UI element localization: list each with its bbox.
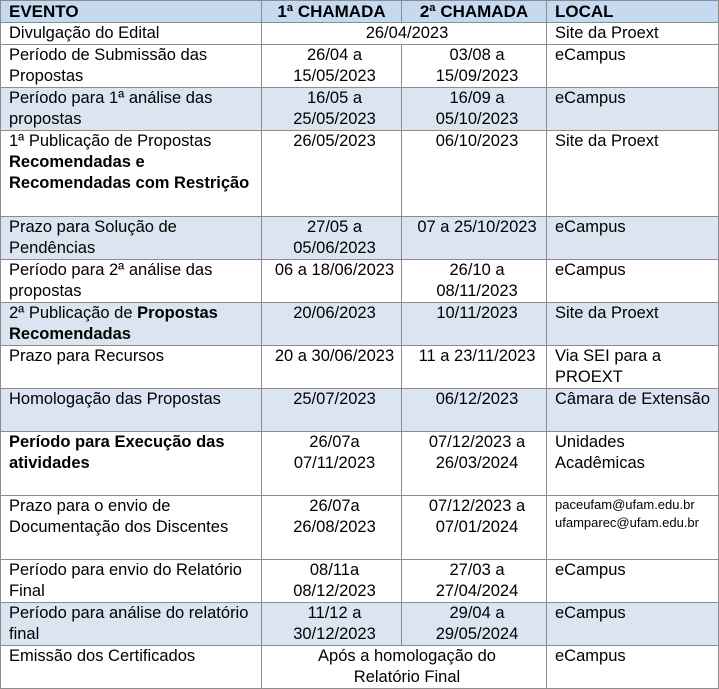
segunda-chamada-cell: 07/12/2023 a 26/03/2024 (402, 432, 547, 496)
table-row (1, 646, 719, 689)
segunda-chamada-cell: 16/09 a 05/10/2023 (402, 88, 547, 131)
table-row (1, 303, 719, 346)
evento-cell: Prazo para o envio de Documentação dos Discentes (1, 496, 262, 560)
segunda-chamada-cell: 29/04 a 29/05/2024 (402, 603, 547, 646)
evento-cell: Homologação das Propostas (1, 389, 262, 432)
primeira-chamada-cell: 27/05 a 05/06/2023 (262, 217, 402, 260)
local-cell: Unidades Acadêmicas (547, 432, 719, 496)
primeira-chamada-cell: 11/12 a 30/12/2023 (262, 603, 402, 646)
primeira-chamada-cell: 16/05 a 25/05/2023 (262, 88, 402, 131)
segunda-chamada-cell: 07 a 25/10/2023 (402, 217, 547, 260)
local-cell: eCampus (547, 217, 719, 260)
table-row (1, 346, 719, 389)
primeira-chamada-cell: 06 a 18/06/2023 (262, 260, 402, 303)
primeira-chamada-cell: 26/07a 26/08/2023 (262, 496, 402, 560)
local-cell: eCampus (547, 88, 719, 131)
segunda-chamada-cell: 06/12/2023 (402, 389, 547, 432)
header-row (1, 1, 719, 23)
segunda-chamada-cell: 07/12/2023 a 07/01/2024 (402, 496, 547, 560)
segunda-chamada-cell: 11 a 23/11/2023 (402, 346, 547, 389)
segunda-chamada-cell: 26/10 a 08/11/2023 (402, 260, 547, 303)
evento-bold-text: Propostas Recomendadas (9, 304, 218, 343)
local-cell: Site da Proext (547, 131, 719, 217)
header-segunda-chamada: 2ª CHAMADA (402, 1, 547, 23)
email-ufamparec: ufamparec@ufam.edu.br (555, 515, 699, 530)
evento-cell: Emissão dos Certificados (1, 646, 262, 689)
segunda-chamada-cell: 27/03 a 27/04/2024 (402, 560, 547, 603)
evento-cell: Prazo para Solução de Pendências (1, 217, 262, 260)
primeira-chamada-cell: 20/06/2023 (262, 303, 402, 346)
local-cell: eCampus (547, 603, 719, 646)
local-cell: eCampus (547, 560, 719, 603)
header-primeira-chamada: 1ª CHAMADA (262, 1, 402, 23)
primeira-chamada-cell: 26/04 a 15/05/2023 (262, 45, 402, 88)
local-cell: Câmara de Extensão (547, 389, 719, 432)
merged-date-cell (262, 646, 547, 689)
segunda-chamada-cell: 10/11/2023 (402, 303, 547, 346)
evento-cell: Período para envio do Relatório Final (1, 560, 262, 603)
evento-cell: Período para Execução das atividades (1, 432, 262, 496)
local-email-cell (547, 496, 719, 560)
segunda-chamada-cell: 06/10/2023 (402, 131, 547, 217)
local-cell: eCampus (547, 260, 719, 303)
evento-cell: Prazo para Recursos (1, 346, 262, 389)
table-row (1, 560, 719, 603)
local-cell: Via SEI para a PROEXT (547, 346, 719, 389)
local-cell: Site da Proext (547, 23, 719, 45)
segunda-chamada-cell: 03/08 a 15/09/2023 (402, 45, 547, 88)
evento-cell: Período para análise do relatório final (1, 603, 262, 646)
table-row (1, 45, 719, 88)
evento-text: 1ª Publicação de Propostas (9, 132, 212, 150)
evento-cell: Divulgação do Edital (1, 23, 262, 45)
evento-text: 2ª Publicação de (9, 304, 133, 322)
evento-bold-text: Recomendadas e Recomendadas com Restrição (9, 153, 250, 192)
table-row (1, 217, 719, 260)
evento-cell: Período de Submissão das Propostas (1, 45, 262, 88)
primeira-chamada-cell: 26/05/2023 (262, 131, 402, 217)
table-row (1, 496, 719, 560)
evento-cell: Período para 2ª análise das propostas (1, 260, 262, 303)
evento-cell: Período para 1ª análise das propostas (1, 88, 262, 131)
table-row (1, 23, 719, 45)
email-paceufam: paceufam@ufam.edu.br (555, 497, 695, 512)
local-cell: eCampus (547, 45, 719, 88)
header-local: LOCAL (547, 1, 719, 23)
table-row (1, 260, 719, 303)
primeira-chamada-cell: 08/11a 08/12/2023 (262, 560, 402, 603)
evento-cell (1, 303, 262, 346)
table-row (1, 603, 719, 646)
table-row (1, 131, 719, 217)
primeira-chamada-cell: 25/07/2023 (262, 389, 402, 432)
local-cell: eCampus (547, 646, 719, 689)
merged-text: Após a homologação do Relatório Final (318, 647, 496, 686)
evento-cell (1, 131, 262, 217)
header-evento: EVENTO (1, 1, 262, 23)
primeira-chamada-cell: 26/07a 07/11/2023 (262, 432, 402, 496)
table-row (1, 432, 719, 496)
table-row (1, 389, 719, 432)
local-cell: Site da Proext (547, 303, 719, 346)
merged-date-cell: 26/04/2023 (262, 23, 547, 45)
table-row (1, 88, 719, 131)
primeira-chamada-cell: 20 a 30/06/2023 (262, 346, 402, 389)
